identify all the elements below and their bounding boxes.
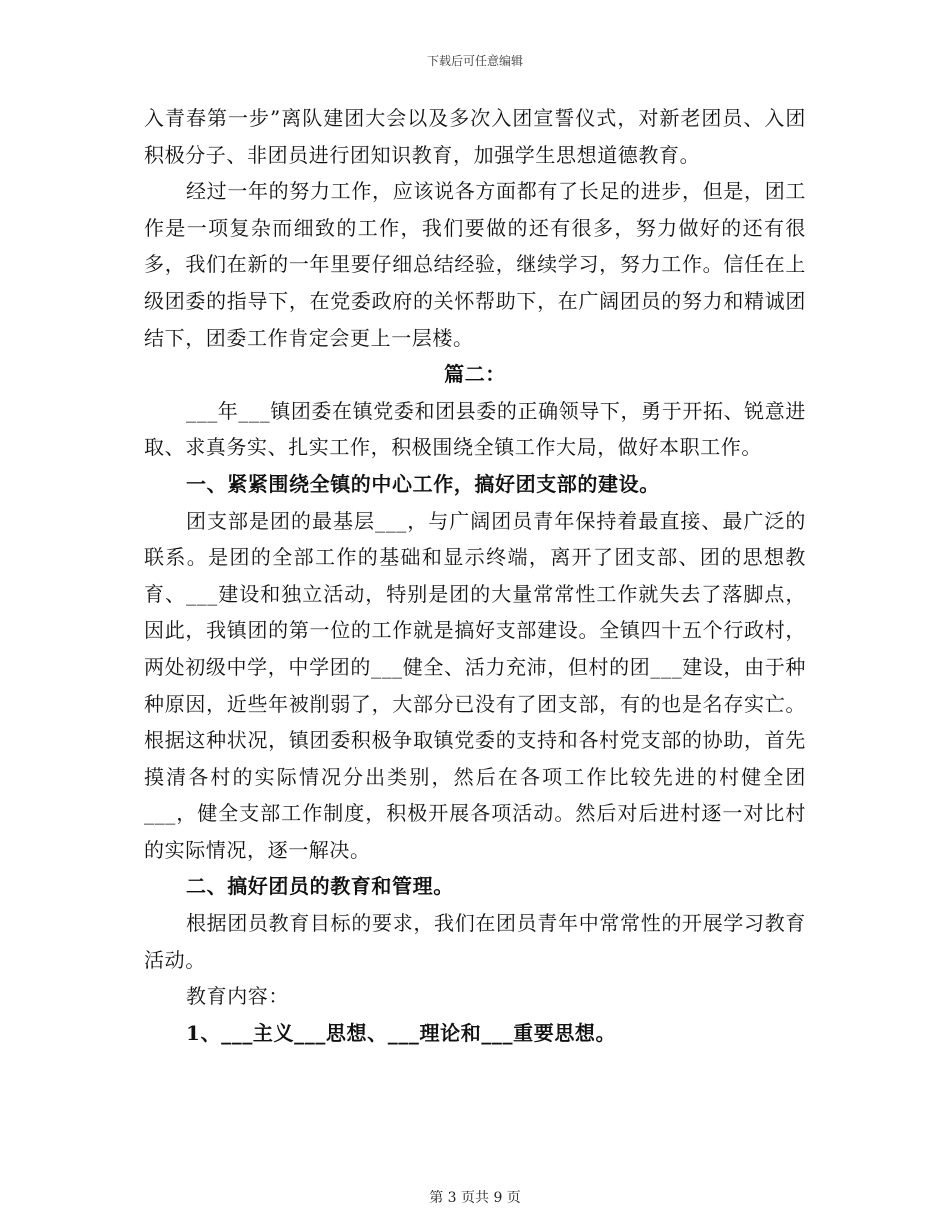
paragraph-education: 根据团员教育目标的要求，我们在团员青年中常常性的开展学习教育活动。 bbox=[144, 911, 806, 972]
paragraph-summary: 经过一年的努力工作，应该说各方面都有了长足的进步，但是，团工作是一项复杂而细致的工作，我们要做的还有很多，努力做好的还有很多，我们在新的一年里要仔细总结经验，继续学习，努力工作。信任在上级团委的指导下，在党委政府的关怀帮助下，在广阔团员的努力和精诚团结下，团委工作肯定会更上一层楼。 bbox=[144, 179, 806, 350]
paragraph-continuation: 入青春第一步”离队建团大会以及多次入团宣誓仪式，对新老团员、入团积极分子、非团员进行团知识教育，加强学生思想道德教育。 bbox=[144, 106, 806, 167]
section-one-title: 一、紧紧围绕全镇的中心工作，搞好团支部的建设。 bbox=[186, 471, 660, 496]
paragraph-education-content-label: 教育内容： bbox=[186, 984, 289, 1009]
part-two-heading: 篇二： bbox=[444, 362, 506, 387]
paragraph-intro: ___年___镇团委在镇党委和团县委的正确领导下，勇于开拓、锐意进取、求真务实、扎实工作，积极围绕全镇工作大局，做好本职工作。 bbox=[144, 398, 806, 460]
document-body bbox=[144, 100, 806, 1051]
section-two-title: 二、搞好团员的教育和管理。 bbox=[186, 874, 454, 899]
header-note: 下载后可任意编辑 bbox=[426, 54, 523, 68]
page-indicator: 第 3 页共 9 页 bbox=[429, 1190, 521, 1206]
paragraph-branch-building: 团支部是团的最基层___，与广阔团员青年保持着最直接、最广泛的联系。是团的全部工作的基础和显示终端，离开了团支部、团的思想教育、___建设和独立活动，特别是团的大量常常性工作就失去了落脚点，因此，我镇团的第一位的工作就是搞好支部建设。全镇四十五个行政村，两处初级中学，中学团的___健全、活力充沛，但村的团___建设，由于种种原因，近些年被削弱了，大部分已没有了团支部，有的也是名存实亡。根据这种状况，镇团委积极争取镇党委的支持和各村党支部的协助，首先摸清各村的实际情况分出类别，然后在各项工作比较先进的村健全团___，健全支部工作制度，积极开展各项活动。然后对后进村逐一对比村的实际情况，逐一解决。 bbox=[144, 508, 806, 862]
list-item-1: 1、___主义___思想、___理论和___重要思想。 bbox=[186, 1020, 617, 1045]
